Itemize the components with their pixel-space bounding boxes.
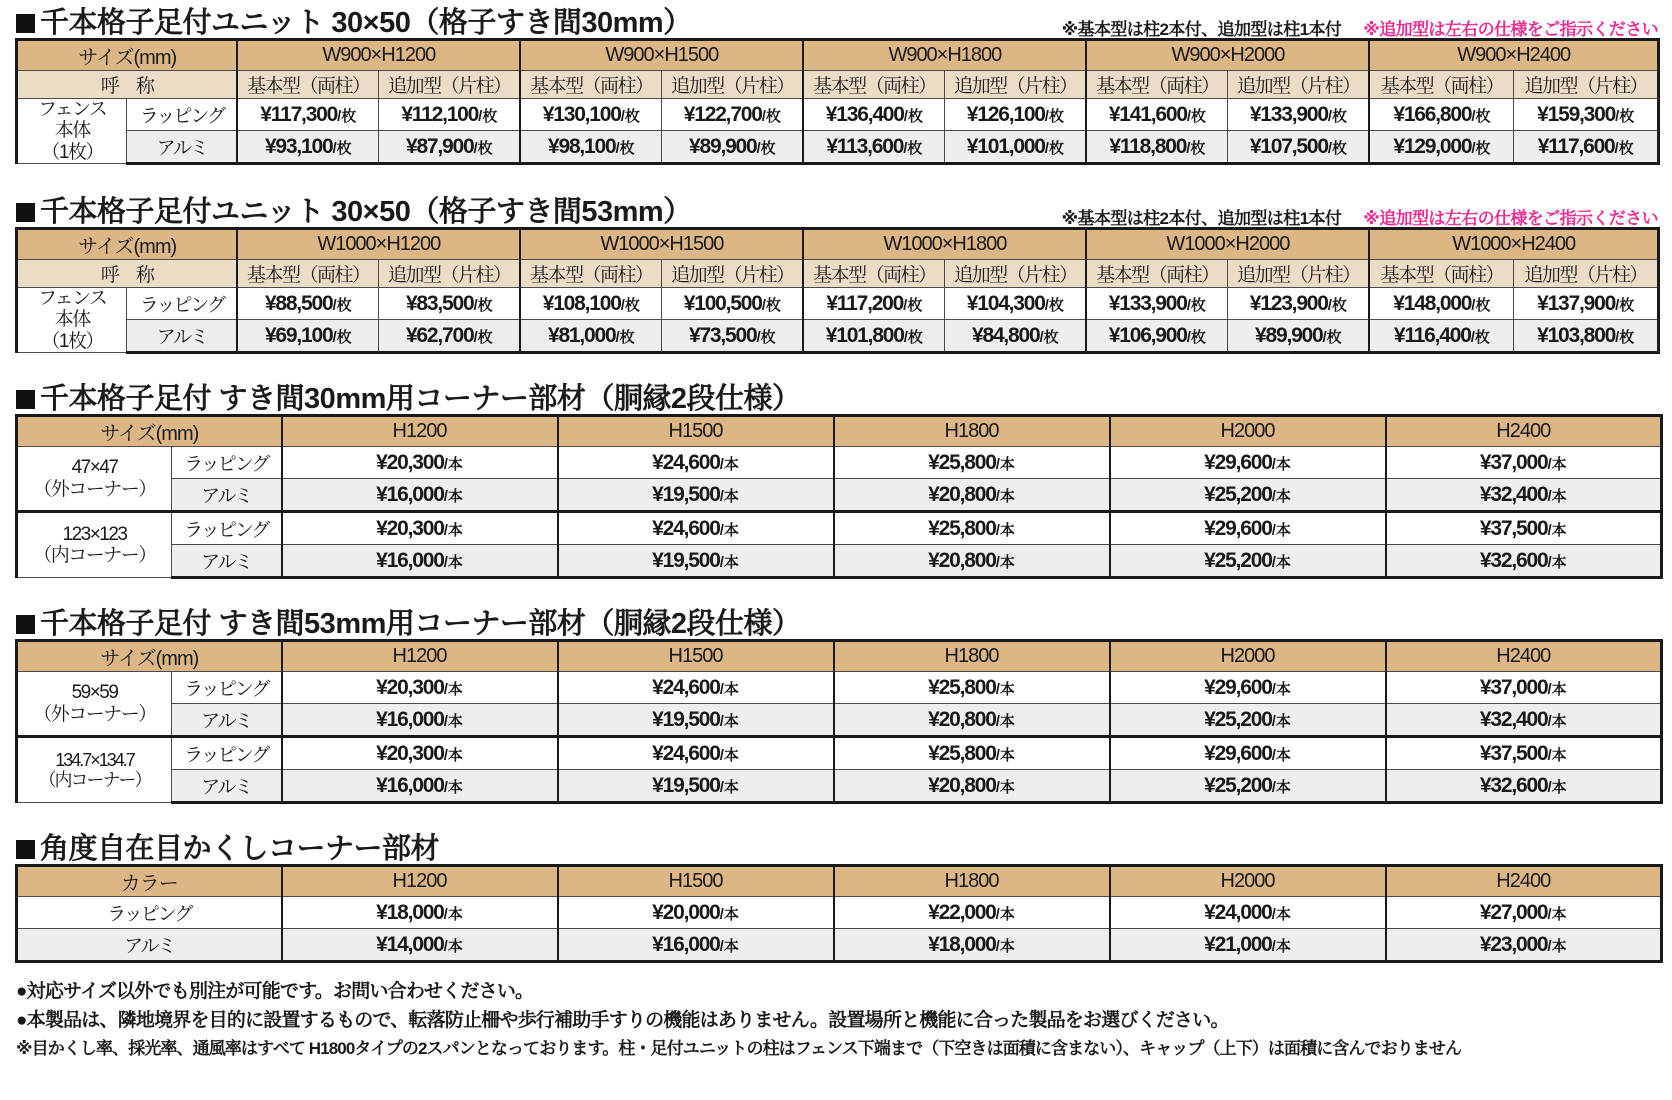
header-h1800: H1800 [834,416,1110,447]
price-cell: ¥137,900/枚 [1514,288,1659,320]
header-size-w900h2400: W900×H2400 [1369,40,1658,71]
header-size: サイズ(mm) [17,40,238,71]
price-cell: ¥101,000/枚 [945,131,1087,164]
table-row-wrapping [17,447,1662,479]
material-label-aluminum: アルミ [172,545,282,578]
price-cell: ¥141,600/枚 [1086,99,1228,131]
section-header-unit-30mm [0,0,1672,38]
header-size-w1000h2400: W1000×H2400 [1369,229,1658,260]
price-cell: ¥113,600/枚 [803,131,945,164]
subheader-add-2: 追加型（片柱） [662,71,804,99]
price-cell: ¥37,000/本 [1386,447,1662,479]
subheader-base-3: 基本型（両柱） [803,260,945,288]
price-cell: ¥103,800/枚 [1514,320,1659,353]
section-title-unit-30mm: 千本格子足付ユニット 30×50（格子すき間30mm） [16,9,692,38]
price-cell: ¥129,000/枚 [1369,131,1514,164]
header-h1500: H1500 [558,416,834,447]
price-cell: ¥16,000/本 [282,770,558,803]
price-cell: ¥20,800/本 [834,704,1110,737]
header-size-w900h2000: W900×H2000 [1086,40,1369,71]
price-cell: ¥20,800/本 [834,770,1110,803]
header-size-w1000h1800: W1000×H1800 [803,229,1086,260]
price-cell: ¥21,000/本 [1110,929,1386,962]
price-cell: ¥106,900/枚 [1086,320,1228,353]
price-cell: ¥16,000/本 [282,704,558,737]
header-color: カラー [17,866,282,897]
price-cell: ¥84,800/枚 [945,320,1087,353]
material-label-wrapping: ラッピング [17,897,282,929]
header-h1200: H1200 [282,416,558,447]
price-cell: ¥25,800/本 [834,672,1110,704]
price-cell: ¥37,500/本 [1386,737,1662,770]
price-cell: ¥23,000/本 [1386,929,1662,962]
material-label-aluminum: アルミ [172,479,282,512]
table-corner-53mm [15,639,1663,804]
price-cell: ¥118,800/枚 [1086,131,1228,164]
bullet-square-icon [16,840,35,859]
header-h1800: H1800 [834,866,1110,897]
price-cell: ¥107,500/枚 [1228,131,1370,164]
price-cell: ¥25,200/本 [1110,545,1386,578]
subheader-base-4: 基本型（両柱） [1086,260,1228,288]
header-h2000: H2000 [1110,641,1386,672]
price-cell: ¥136,400/枚 [803,99,945,131]
table-row-height-header [17,866,1662,897]
table-row-wrapping [17,99,1659,131]
header-h2000: H2000 [1110,866,1386,897]
header-name: 呼 称 [17,260,238,288]
header-h2000: H2000 [1110,416,1386,447]
table-row-wrapping [17,672,1662,704]
price-cell: ¥16,000/本 [282,479,558,512]
section-header-angle-corner [0,826,1672,864]
spacer [0,354,1672,376]
price-cell: ¥89,900/枚 [1228,320,1370,353]
spacer [0,804,1672,826]
subheader-add-4: 追加型（片柱） [1228,260,1370,288]
table-unit-53mm [15,227,1660,354]
note-pillars-unit-53mm: ※基本型は柱2本付、追加型は柱1本付 [1061,209,1342,228]
price-cell: ¥37,000/本 [1386,672,1662,704]
price-cell: ¥19,500/本 [558,545,834,578]
price-cell: ¥19,500/本 [558,770,834,803]
price-cell: ¥20,300/本 [282,672,558,704]
price-cell: ¥148,000/枚 [1369,288,1514,320]
subheader-add-1: 追加型（片柱） [379,71,521,99]
price-cell: ¥133,900/枚 [1228,99,1370,131]
footer-note-2: ●本製品は、隣地境界を目的に設置するもので、転落防止柵や歩行補助手すりの機能はありません。設置場所と機能に合った製品をお選びください。 [16,1010,1229,1032]
price-cell: ¥20,300/本 [282,512,558,545]
table-row-aluminum [17,770,1662,803]
bullet-square-icon [16,615,35,634]
table-row-aluminum [17,929,1662,962]
subheader-base-4: 基本型（両柱） [1086,71,1228,99]
material-label-aluminum: アルミ [172,770,282,803]
table-row-wrapping [17,897,1662,929]
price-cell: ¥19,500/本 [558,704,834,737]
note-pillars-unit-30mm: ※基本型は柱2本付、追加型は柱1本付 [1061,20,1342,39]
price-cell: ¥14,000/本 [282,929,558,962]
price-cell: ¥19,500/本 [558,479,834,512]
price-cell: ¥32,400/本 [1386,479,1662,512]
header-h1200: H1200 [282,641,558,672]
material-label-aluminum: アルミ [127,320,237,353]
row-group-label-fence-body: フェンス 本体 （1枚） [17,99,127,164]
table-row-height-header [17,641,1662,672]
subheader-base-5: 基本型（両柱） [1369,71,1514,99]
price-cell: ¥25,800/本 [834,447,1110,479]
price-cell: ¥20,300/本 [282,447,558,479]
subheader-add-5: 追加型（片柱） [1514,71,1659,99]
material-label-aluminum: アルミ [127,131,237,164]
material-label-wrapping: ラッピング [127,288,237,320]
subheader-add-3: 追加型（片柱） [945,260,1087,288]
price-cell: ¥62,700/枚 [379,320,521,353]
price-cell: ¥98,100/枚 [520,131,662,164]
price-cell: ¥24,600/本 [558,447,834,479]
price-cell: ¥20,300/本 [282,737,558,770]
section-title-corner-53mm: 千本格子足付 すき間53mm用コーナー部材（胴縁2段仕様） [16,610,801,639]
price-cell: ¥16,000/本 [282,545,558,578]
table-row-wrapping [17,737,1662,770]
price-cell: ¥87,900/枚 [379,131,521,164]
table-row-sub-header [17,260,1659,288]
price-cell: ¥88,500/枚 [237,288,379,320]
header-h2400: H2400 [1386,641,1662,672]
table-row-wrapping [17,512,1662,545]
material-label-wrapping: ラッピング [172,672,282,704]
price-cell: ¥159,300/枚 [1514,99,1659,131]
price-cell: ¥27,000/本 [1386,897,1662,929]
subheader-add-1: 追加型（片柱） [379,260,521,288]
header-name: 呼 称 [17,71,238,99]
section-header-corner-53mm [0,601,1672,639]
price-cell: ¥24,600/本 [558,512,834,545]
header-size-w1000h1200: W1000×H1200 [237,229,520,260]
price-cell: ¥117,300/枚 [237,99,379,131]
table-row-aluminum [17,704,1662,737]
header-size-w900h1500: W900×H1500 [520,40,803,71]
table-row-aluminum [17,545,1662,578]
header-h1800: H1800 [834,641,1110,672]
table-row-aluminum [17,131,1659,164]
price-cell: ¥133,900/枚 [1086,288,1228,320]
subheader-base-2: 基本型（両柱） [520,260,662,288]
price-cell: ¥69,100/枚 [237,320,379,353]
bullet-square-icon [16,203,35,222]
price-cell: ¥24,600/本 [558,672,834,704]
price-cell: ¥130,100/枚 [520,99,662,131]
price-cell: ¥25,800/本 [834,737,1110,770]
row-group-label-inner-corner: 123×123 （内コーナー） [17,512,172,578]
price-cell: ¥25,200/本 [1110,770,1386,803]
price-cell: ¥81,000/枚 [520,320,662,353]
table-row-height-header [17,416,1662,447]
price-cell: ¥126,100/枚 [945,99,1087,131]
header-size: サイズ(mm) [17,229,238,260]
price-cell: ¥20,000/本 [558,897,834,929]
section-title-corner-30mm: 千本格子足付 すき間30mm用コーナー部材（胴縁2段仕様） [16,385,801,414]
price-cell: ¥32,600/本 [1386,545,1662,578]
material-label-aluminum: アルミ [17,929,282,962]
header-h2400: H2400 [1386,416,1662,447]
spacer [0,165,1672,189]
table-angle-corner [15,864,1663,963]
price-cell: ¥25,800/本 [834,512,1110,545]
spacer [0,579,1672,601]
price-cell: ¥20,800/本 [834,479,1110,512]
price-cell: ¥25,200/本 [1110,479,1386,512]
price-cell: ¥29,600/本 [1110,672,1386,704]
row-group-label-inner-corner: 134.7×134.7 （内コーナー） [17,737,172,803]
material-label-wrapping: ラッピング [172,512,282,545]
table-row-wrapping [17,288,1659,320]
section-notes-unit-30mm [1062,21,1658,38]
price-cell: ¥18,000/本 [282,897,558,929]
subheader-base-5: 基本型（両柱） [1369,260,1514,288]
subheader-add-3: 追加型（片柱） [945,71,1087,99]
price-cell: ¥22,000/本 [834,897,1110,929]
price-cell: ¥32,400/本 [1386,704,1662,737]
subheader-base-1: 基本型（両柱） [237,260,379,288]
price-cell: ¥166,800/枚 [1369,99,1514,131]
bullet-square-icon [16,390,35,409]
price-cell: ¥20,800/本 [834,545,1110,578]
section-title-unit-53mm: 千本格子足付ユニット 30×50（格子すき間53mm） [16,198,692,227]
header-size-w1000h2000: W1000×H2000 [1086,229,1369,260]
subheader-add-2: 追加型（片柱） [662,260,804,288]
price-cell: ¥29,600/本 [1110,512,1386,545]
header-size-w900h1200: W900×H1200 [237,40,520,71]
price-cell: ¥122,700/枚 [662,99,804,131]
header-h2400: H2400 [1386,866,1662,897]
price-cell: ¥117,200/枚 [803,288,945,320]
price-cell: ¥16,000/本 [558,929,834,962]
price-cell: ¥24,600/本 [558,737,834,770]
header-h1200: H1200 [282,866,558,897]
table-row-size-header [17,40,1659,71]
section-title-angle-corner: 角度自在目かくしコーナー部材 [16,835,439,864]
subheader-add-5: 追加型（片柱） [1514,260,1659,288]
header-size-w900h1800: W900×H1800 [803,40,1086,71]
note-spec-unit-53mm: ※追加型は左右の仕様をご指示ください [1363,209,1658,228]
note-spec-unit-30mm: ※追加型は左右の仕様をご指示ください [1363,20,1658,39]
price-cell: ¥37,500/本 [1386,512,1662,545]
header-size: サイズ(mm) [17,641,282,672]
subheader-base-1: 基本型（両柱） [237,71,379,99]
price-cell: ¥112,100/枚 [379,99,521,131]
header-size-w1000h1500: W1000×H1500 [520,229,803,260]
material-label-wrapping: ラッピング [127,99,237,131]
price-cell: ¥101,800/枚 [803,320,945,353]
header-h1500: H1500 [558,866,834,897]
material-label-wrapping: ラッピング [172,737,282,770]
price-cell: ¥29,600/本 [1110,447,1386,479]
price-cell: ¥24,000/本 [1110,897,1386,929]
price-cell: ¥104,300/枚 [945,288,1087,320]
row-group-label-outer-corner: 47×47 （外コーナー） [17,447,172,512]
subheader-base-2: 基本型（両柱） [520,71,662,99]
table-row-size-header [17,229,1659,260]
section-header-unit-53mm [0,189,1672,227]
row-group-label-outer-corner: 59×59 （外コーナー） [17,672,172,737]
section-header-corner-30mm [0,376,1672,414]
price-cell: ¥93,100/枚 [237,131,379,164]
table-corner-30mm [15,414,1663,579]
price-cell: ¥89,900/枚 [662,131,804,164]
price-cell: ¥18,000/本 [834,929,1110,962]
price-cell: ¥116,400/枚 [1369,320,1514,353]
price-cell: ¥108,100/枚 [520,288,662,320]
footer-note-3: ※目かくし率、採光率、通風率はすべて H1800タイプの2スパンとなっております。柱・足付ユニットの柱はフェンス下端まで（下空きは面積に含まない）、キャップ（上下）は面積に含んでおりません [16,1038,1462,1058]
price-cell: ¥100,500/枚 [662,288,804,320]
bullet-square-icon [16,14,35,33]
material-label-aluminum: アルミ [172,704,282,737]
header-h1500: H1500 [558,641,834,672]
material-label-wrapping: ラッピング [172,447,282,479]
price-cell: ¥83,500/枚 [379,288,521,320]
price-cell: ¥73,500/枚 [662,320,804,353]
section-notes-unit-53mm [1062,210,1658,227]
price-cell: ¥117,600/枚 [1514,131,1659,164]
footer-notes [16,963,1672,1062]
table-row-aluminum [17,320,1659,353]
footer-note-1: ●対応サイズ以外でも別注が可能です。お問い合わせください。 [16,981,534,1002]
price-cell: ¥29,600/本 [1110,737,1386,770]
header-size: サイズ(mm) [17,416,282,447]
table-row-aluminum [17,479,1662,512]
price-cell: ¥25,200/本 [1110,704,1386,737]
subheader-add-4: 追加型（片柱） [1228,71,1370,99]
table-row-sub-header [17,71,1659,99]
price-cell: ¥123,900/枚 [1228,288,1370,320]
subheader-base-3: 基本型（両柱） [803,71,945,99]
row-group-label-fence-body: フェンス 本体 （1枚） [17,288,127,353]
table-unit-30mm [15,38,1660,165]
price-cell: ¥32,600/本 [1386,770,1662,803]
